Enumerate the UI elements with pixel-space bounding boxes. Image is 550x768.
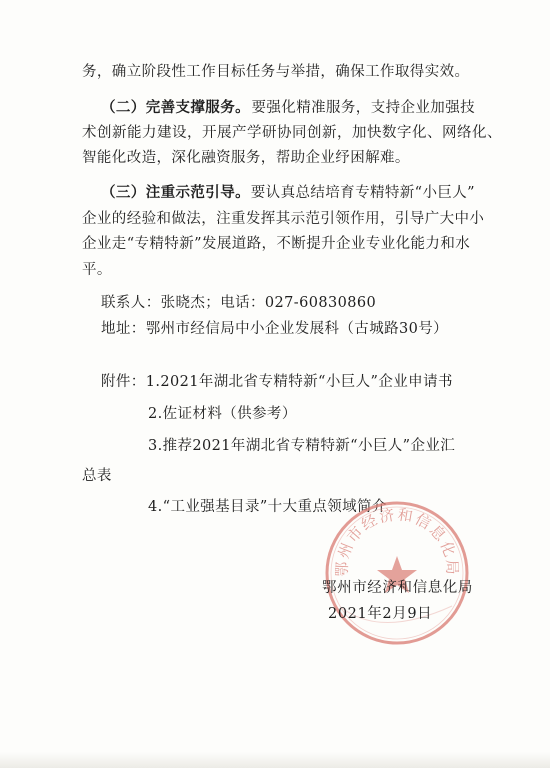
attachment-item-3-line-2: 总表	[82, 468, 112, 484]
section-3-heading: （三）注重示范引导。	[101, 184, 250, 201]
section-2-first-line	[101, 98, 475, 118]
section-3-line-2: 企业的经验和做法，注重发挥其示范引领作用，引导广大中小	[82, 211, 485, 227]
attachment-item-1-line	[101, 372, 453, 392]
section-2-line-2: 术创新能力建设，开展产学研协同创新，加快数字化、网络化、	[82, 125, 502, 141]
attachment-item-4: 4.“工业强基目录”十大重点领域简介	[148, 499, 387, 515]
attachment-item-3-line-1: 3.推荐2021年湖北省专精特新“小巨人”企业汇	[148, 438, 456, 454]
section-2-line-3: 智能化改造，深化融资服务，帮助企业纾困解难。	[82, 150, 410, 166]
body-text: 务，确立阶段性工作目标任务与举措，确保工作取得实效。	[82, 64, 470, 80]
section-2-line-wrapper	[101, 98, 475, 118]
seal-text: 鄂州市经济和信息化局	[332, 505, 462, 577]
section-3-line-4: 平。	[82, 262, 112, 278]
address-line: 地址：鄂州市经信局中小企业发展科（古城路30号）	[101, 321, 449, 337]
body-text-line	[82, 62, 475, 82]
section-3-line-3: 企业走“专精特新”发展道路，不断提升企业专业化能力和水	[82, 236, 471, 252]
scan-edge-shadow	[0, 752, 550, 768]
section-2-heading: （二）完善支撑服务。	[101, 99, 250, 116]
official-seal-stamp	[322, 498, 472, 648]
attachments-label: 附件：	[101, 374, 146, 390]
section-3-first-line	[101, 183, 475, 203]
issuing-organization: 鄂州市经济和信息化局	[322, 580, 473, 596]
section-3-text: 要认真总结培育专精特新“小巨人”	[250, 185, 475, 201]
attachment-item-2: 2.佐证材料（供参考）	[148, 406, 297, 422]
issue-date: 2021年2月9日	[328, 606, 433, 622]
contact-line: 联系人：张晓杰；电话：027-60830860	[101, 295, 377, 311]
section-2-text: 要强化精准服务，支持企业加强技	[251, 100, 475, 116]
attachment-item-1: 1.2021年湖北省专精特新“小巨人”企业申请书	[145, 374, 453, 390]
section-3-line-wrapper	[101, 183, 475, 203]
